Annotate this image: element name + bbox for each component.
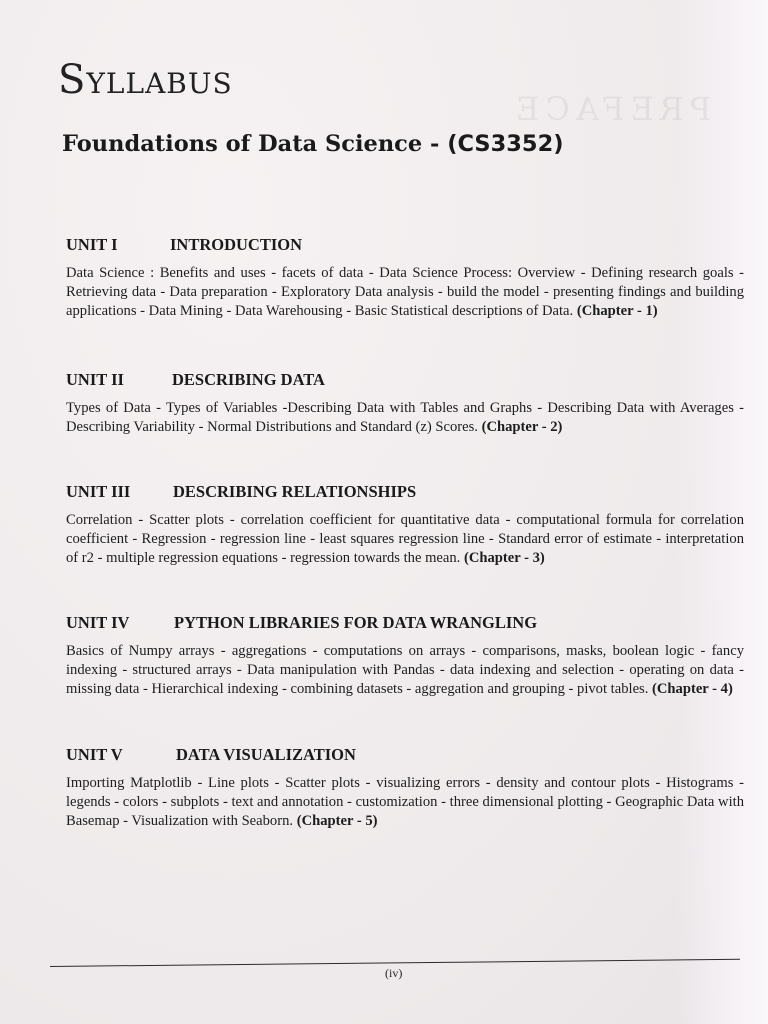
unit-5-topics: Importing Matplotlib - Line plots - Scatter plots - visualizing errors - density and contour plots - Histograms - legends - colors - subplots - text and annotation - customization - three dimensional plotting - Geographic Data with Basemap - Visualization with Seaborn. (66, 775, 744, 829)
unit-2-content (66, 399, 744, 437)
unit-1-section (66, 235, 744, 321)
unit-2-heading (66, 370, 744, 390)
unit-4-number: UNIT IV (66, 613, 130, 632)
unit-4-topics: Basics of Numpy arrays - aggregations - computations on arrays - comparisons, masks, boolean logic - fancy indexing - structured arrays - Data manipulation with Pandas - data indexing and selection - operating on data - missing data - Hierarchical indexing - combining datasets - aggregation and grouping - pivot tables. (66, 643, 744, 697)
unit-4-section (66, 613, 744, 699)
unit-3-heading (66, 482, 744, 502)
unit-1-heading (66, 235, 744, 255)
unit-1-number: UNIT I (66, 235, 118, 254)
course-title (62, 131, 564, 158)
unit-3-topics: Correlation - Scatter plots - correlation coefficient for quantitative data - computational formula for correlation coefficient - Regression - regression line - least squares regression line - Standard error of estimate - interpretation of r2 - multiple regression equations - regression towards the mean. (66, 512, 744, 566)
unit-3-number: UNIT III (66, 482, 131, 501)
course-code: (CS3352) (447, 131, 564, 157)
unit-4-content (66, 642, 744, 699)
page-heading: Syllabus (58, 57, 233, 103)
unit-4-title: PYTHON LIBRARIES FOR DATA WRANGLING (174, 613, 538, 632)
unit-1-topics: Data Science : Benefits and uses - facets of data - Data Science Process: Overview - Defining research goals - Retrieving data - Data preparation - Exploratory Data analysis - build the model - presenting findings and building applications - Data Mining - Data Warehousing - Basic Statistical descriptions of Data. (66, 265, 744, 319)
unit-5-title: DATA VISUALIZATION (176, 745, 356, 764)
unit-2-number: UNIT II (66, 370, 124, 389)
unit-3-chapter: (Chapter - 3) (464, 550, 545, 566)
unit-1-title: INTRODUCTION (170, 235, 303, 254)
unit-1-chapter: (Chapter - 1) (576, 303, 658, 319)
unit-5-content (66, 774, 744, 831)
unit-5-chapter: (Chapter - 5) (296, 813, 378, 829)
unit-1-content (66, 264, 744, 321)
unit-3-section (66, 482, 744, 568)
unit-4-heading (66, 613, 744, 633)
unit-5-number: UNIT V (66, 745, 123, 764)
unit-3-content (66, 511, 744, 568)
page-number: (iv) (385, 966, 403, 980)
unit-2-chapter: (Chapter - 2) (481, 419, 563, 435)
unit-5-heading (66, 745, 744, 765)
show-through-preface-text: PREFACE (510, 90, 712, 128)
unit-2-topics: Types of Data - Types of Variables -Describing Data with Tables and Graphs - Describing Data with Averages - Describing Variability - Normal Distributions and Standard (z) Scores. (66, 400, 744, 435)
unit-4-chapter: (Chapter - 4) (652, 681, 733, 697)
unit-2-title: DESCRIBING DATA (172, 370, 325, 389)
unit-3-title: DESCRIBING RELATIONSHIPS (173, 482, 417, 501)
unit-5-section (66, 745, 744, 831)
course-name: Foundations of Data Science - (62, 131, 448, 157)
unit-2-section (66, 370, 744, 437)
